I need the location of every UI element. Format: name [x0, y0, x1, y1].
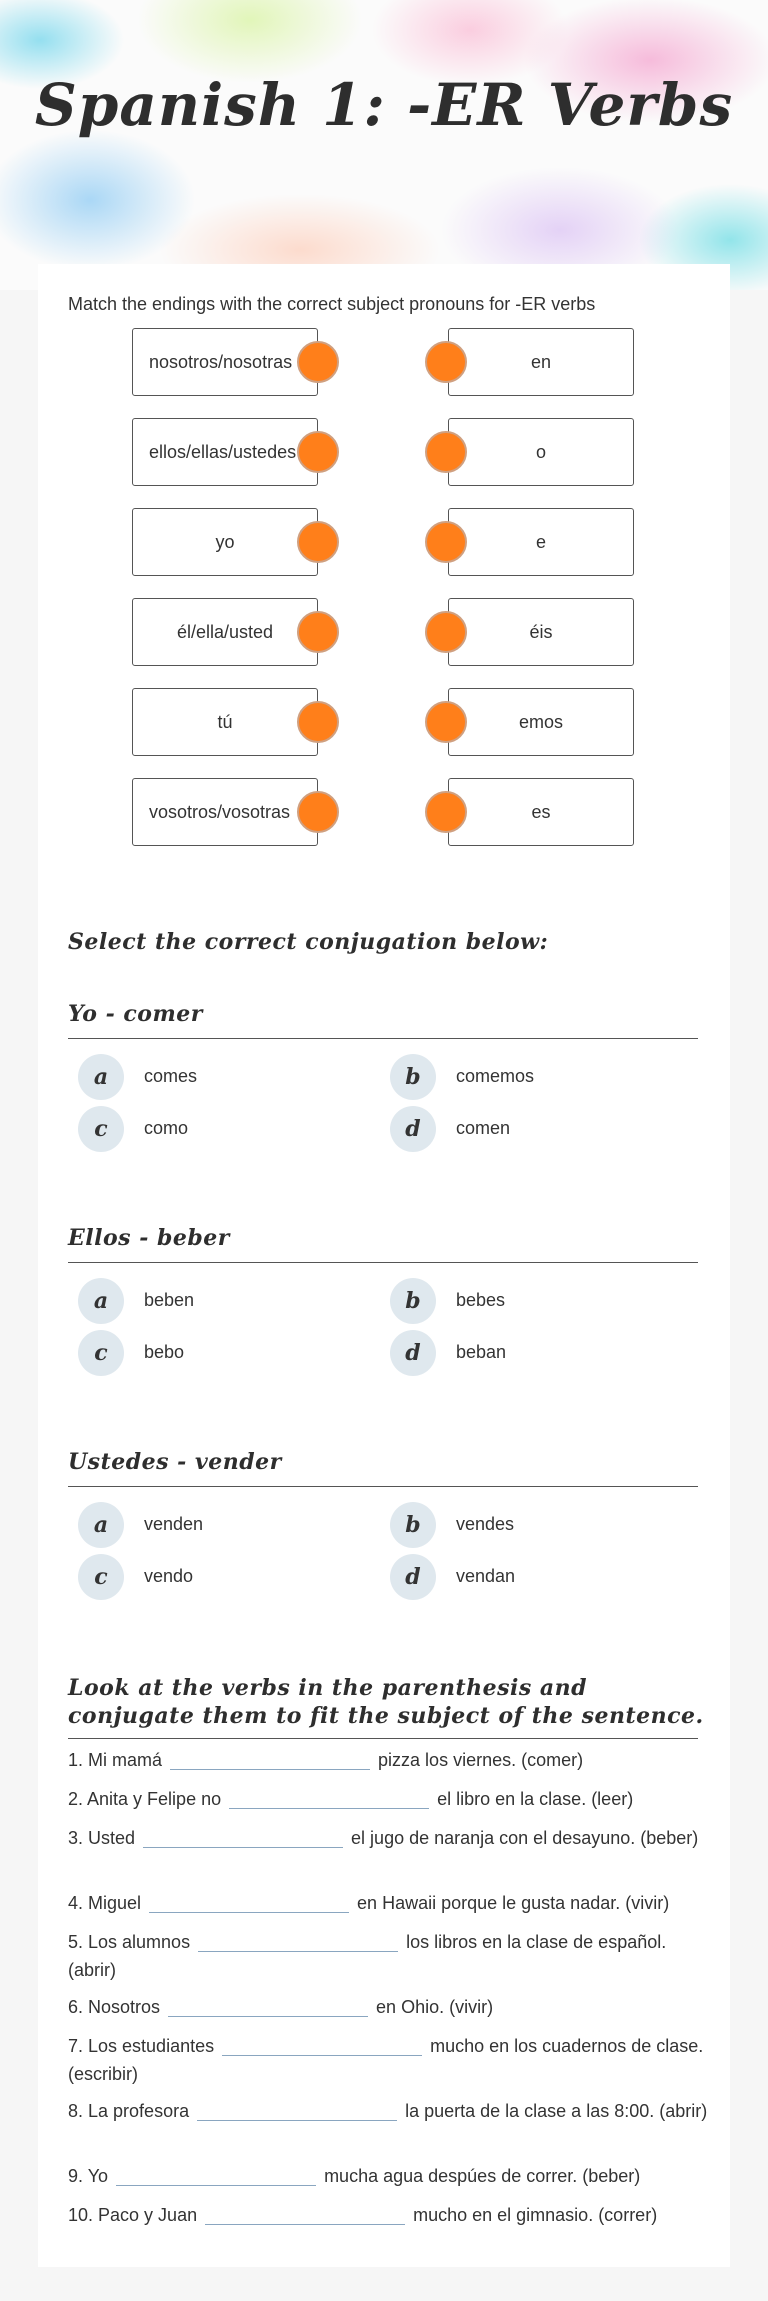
mc-question-title: Ustedes - vender: [68, 1449, 282, 1475]
question-after: el libro en la clase. (leer): [437, 1789, 634, 1809]
match-connector-dot[interactable]: [425, 521, 467, 563]
question-before: 6. Nosotros: [68, 1997, 161, 2017]
match-connector-dot[interactable]: [297, 341, 339, 383]
match-connector-dot[interactable]: [425, 611, 467, 653]
option-text[interactable]: vendes: [456, 1514, 515, 1534]
answer-blank[interactable]: [149, 1892, 349, 1913]
option-text[interactable]: comes: [144, 1066, 198, 1086]
divider: [68, 1262, 698, 1263]
match-connector-dot[interactable]: [425, 341, 467, 383]
page-title: Spanish 1: -ER Verbs: [34, 71, 734, 139]
mc-heading: Select the correct conjugation below:: [68, 929, 549, 955]
divider: [68, 1038, 698, 1039]
match-left-item[interactable]: vosotros/vosotras: [132, 778, 318, 846]
option-text[interactable]: beban: [456, 1342, 507, 1362]
fill-question: [68, 1928, 708, 1984]
fill-question: [68, 1993, 708, 2021]
match-connector-dot[interactable]: [425, 701, 467, 743]
answer-blank[interactable]: [222, 2035, 422, 2056]
answer-blank[interactable]: [168, 1996, 368, 2017]
mc-question-title: Yo - comer: [68, 1001, 203, 1027]
question-after: el jugo de naranja con el desayuno. (beber): [351, 1828, 699, 1848]
fill-question: [68, 1824, 708, 1852]
match-right-item[interactable]: e: [448, 508, 634, 576]
answer-blank[interactable]: [116, 2165, 316, 2186]
answer-blank[interactable]: [205, 2204, 405, 2225]
match-connector-dot[interactable]: [425, 431, 467, 473]
option-letter[interactable]: b: [390, 1278, 436, 1324]
fill-question: [68, 2201, 708, 2229]
match-right-item[interactable]: éis: [448, 598, 634, 666]
option-text[interactable]: comemos: [456, 1066, 535, 1086]
option-text[interactable]: bebo: [144, 1342, 185, 1362]
match-right-item[interactable]: emos: [448, 688, 634, 756]
fill-heading: Look at the verbs in the parenthesis and conjugate them to fit the subject of the sentence.: [68, 1675, 704, 1729]
option-letter[interactable]: c: [78, 1106, 124, 1152]
question-after: mucho en los cuadernos de clase. (escribir): [68, 2036, 704, 2084]
question-after: pizza los viernes. (comer): [378, 1750, 584, 1770]
match-connector-dot[interactable]: [297, 611, 339, 653]
fill-question: [68, 2097, 708, 2125]
answer-blank[interactable]: [143, 1827, 343, 1848]
divider: [68, 1738, 698, 1739]
option-letter[interactable]: a: [78, 1054, 124, 1100]
question-before: 7. Los estudiantes: [68, 2036, 215, 2056]
match-left-item[interactable]: tú: [132, 688, 318, 756]
match-connector-dot[interactable]: [297, 791, 339, 833]
option-text[interactable]: comen: [456, 1118, 511, 1138]
option-letter[interactable]: c: [78, 1554, 124, 1600]
match-right-item[interactable]: o: [448, 418, 634, 486]
fill-question: [68, 2162, 708, 2190]
option-text[interactable]: venden: [144, 1514, 204, 1534]
fill-question: [68, 1785, 708, 1813]
match-left-item[interactable]: yo: [132, 508, 318, 576]
answer-blank[interactable]: [170, 1749, 370, 1770]
question-before: 9. Yo: [68, 2166, 109, 2186]
mc-question-title: Ellos - beber: [68, 1225, 230, 1251]
divider: [68, 1486, 698, 1487]
match-connector-dot[interactable]: [297, 521, 339, 563]
option-text[interactable]: beben: [144, 1290, 195, 1310]
match-left-item[interactable]: ellos/ellas/ustedes: [132, 418, 318, 486]
question-after: los libros en la clase de español. (abrir): [68, 1932, 667, 1980]
match-connector-dot[interactable]: [425, 791, 467, 833]
answer-blank[interactable]: [198, 1931, 398, 1952]
option-letter[interactable]: a: [78, 1502, 124, 1548]
option-text[interactable]: bebes: [456, 1290, 506, 1310]
question-before: 8. La profesora: [68, 2101, 190, 2121]
question-after: mucho en el gimnasio. (correr): [413, 2205, 658, 2225]
fill-question: [68, 2032, 708, 2088]
question-after: en Hawaii porque le gusta nadar. (vivir): [357, 1893, 670, 1913]
question-before: 3. Usted: [68, 1828, 136, 1848]
match-connector-dot[interactable]: [297, 701, 339, 743]
option-text[interactable]: vendo: [144, 1566, 194, 1586]
option-letter[interactable]: b: [390, 1502, 436, 1548]
match-right-item[interactable]: en: [448, 328, 634, 396]
answer-blank[interactable]: [197, 2100, 397, 2121]
option-letter[interactable]: d: [390, 1330, 436, 1376]
question-after: la puerta de la clase a las 8:00. (abrir): [405, 2101, 708, 2121]
option-text[interactable]: como: [144, 1118, 189, 1138]
match-connector-dot[interactable]: [297, 431, 339, 473]
fill-question: [68, 1889, 708, 1917]
question-before: 1. Mi mamá: [68, 1750, 163, 1770]
option-letter[interactable]: a: [78, 1278, 124, 1324]
worksheet-card: [38, 264, 730, 2267]
question-before: 5. Los alumnos: [68, 1932, 191, 1952]
fill-question: [68, 1746, 708, 1774]
question-before: 4. Miguel: [68, 1893, 142, 1913]
option-letter[interactable]: c: [78, 1330, 124, 1376]
option-letter[interactable]: b: [390, 1054, 436, 1100]
question-after: en Ohio. (vivir): [376, 1997, 494, 2017]
question-before: 2. Anita y Felipe no: [68, 1789, 222, 1809]
question-after: mucha agua despúes de correr. (beber): [324, 2166, 641, 2186]
option-letter[interactable]: d: [390, 1554, 436, 1600]
match-left-item[interactable]: nosotros/nosotras: [132, 328, 318, 396]
answer-blank[interactable]: [229, 1788, 429, 1809]
match-right-item[interactable]: es: [448, 778, 634, 846]
question-before: 10. Paco y Juan: [68, 2205, 198, 2225]
option-text[interactable]: vendan: [456, 1566, 516, 1586]
option-letter[interactable]: d: [390, 1106, 436, 1152]
watercolor-header: [0, 0, 768, 290]
match-left-item[interactable]: él/ella/usted: [132, 598, 318, 666]
matching-instruction: Match the endings with the correct subject pronouns for -ER verbs: [68, 294, 596, 314]
